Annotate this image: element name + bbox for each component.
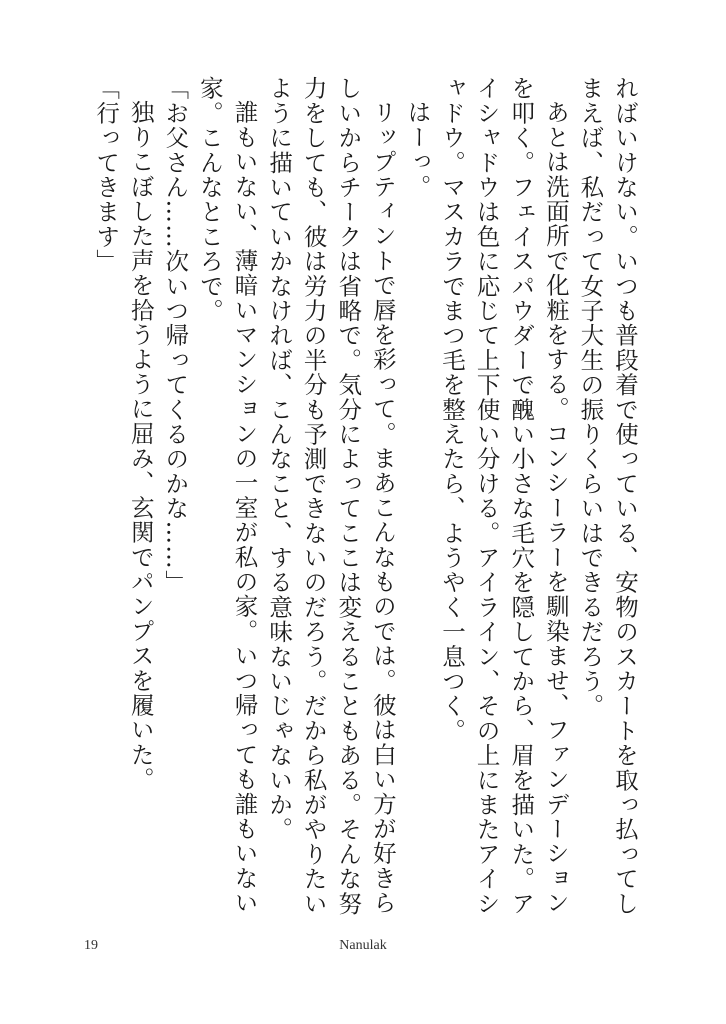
dialogue-line: 「お父さん……次いつ帰ってくるのかな……」: [161, 76, 190, 595]
paragraph: ればいけない。いつも普段着で使っている、安物のスカートを取っ払ってしまえば、私だって女子大生の振りくらいはできるだろう。: [576, 76, 639, 916]
paragraph: はーっ。: [403, 99, 432, 199]
paragraph: あとは洗面所で化粧をする。コンシーラーを馴染ませ、ファンデーションを叩く。フェイスパウダーで醜い小さな毛穴を隠してから、眉を描いた。アイシャドウは色に応じて上下使い分ける。アイライン、その上にまたアイシャドウ。マスカラでまつ毛を整えたら、ようやく一息つく。: [438, 76, 570, 916]
paragraph: リップティントで唇を彩って。まあこんなものでは。彼は白い方が好きらしいからチークは省略で。気分によってここは変えることもある。そんな努力をしても、彼は労力の半分も予測できないのだろう。だから私がやりたいように描いていかなければ、こんなこと、する意味ないじゃないか。: [265, 76, 397, 916]
author-name: Nanulak: [339, 938, 387, 953]
page-number: 19: [84, 938, 98, 953]
paragraph: 誰もいない、薄暗いマンションの一室が私の家。いつ帰っても誰もいない家。こんなところで。: [195, 76, 259, 915]
paragraph: 独りこぼした声を拾うように屈み、玄関でパンプスを履いた。: [126, 99, 155, 792]
body-text: [72, 76, 642, 916]
dialogue-line: 「行ってきます」: [92, 76, 121, 274]
